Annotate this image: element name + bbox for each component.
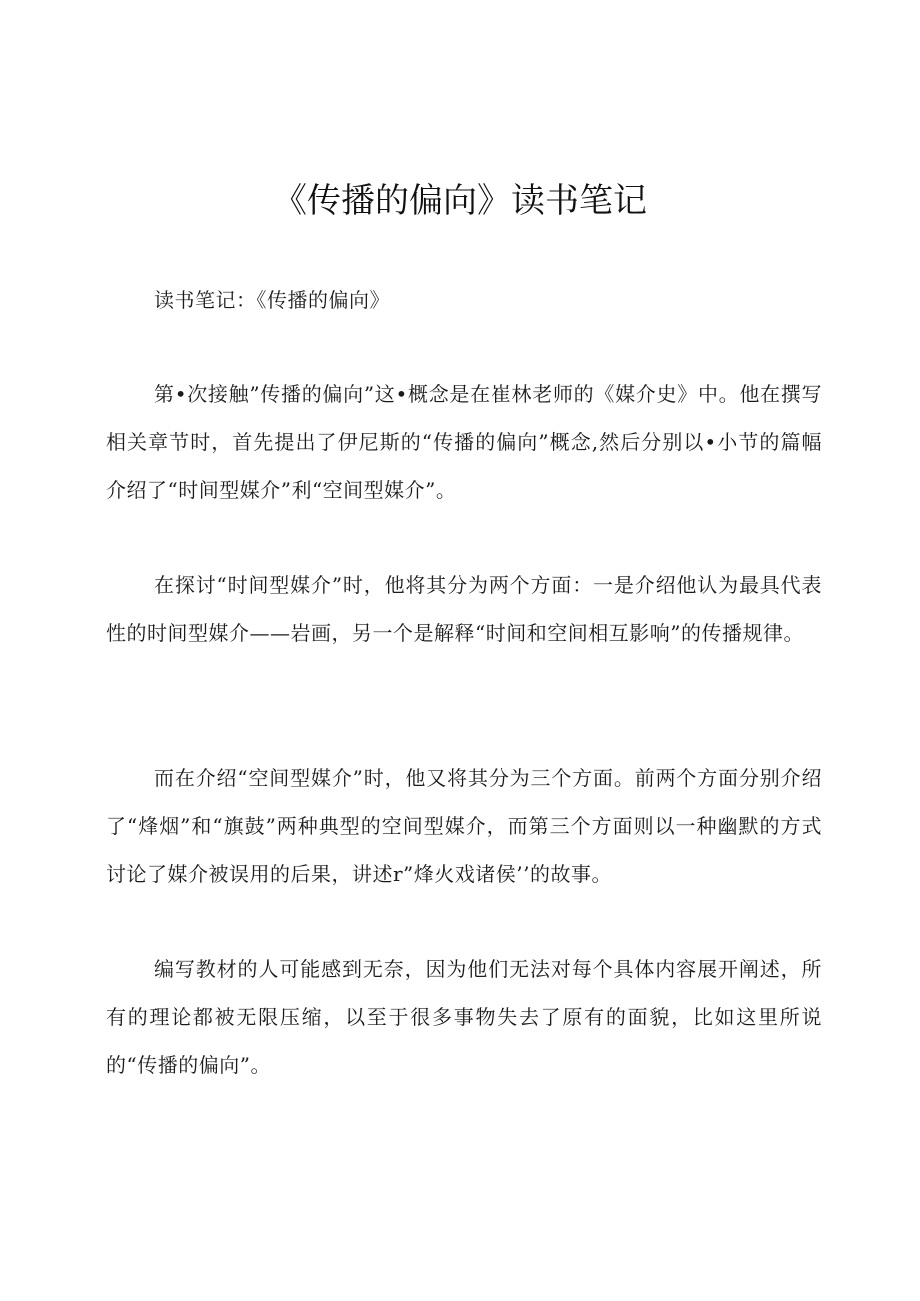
- paragraph-1: 第•次接触”传播的偏向”这•概念是在崔林老师的《媒介史》中。他在撰写相关章节时，首先提出了伊尼斯的“传播的偏向”概念,然后分别以•小节的篇幅介绍了“时间型媒介”利“空间型媒介”。: [106, 382, 822, 502]
- page-title: 《传播的偏向》读书笔记: [273, 181, 647, 221]
- subtitle-line: 读书笔记：《传播的偏向》: [154, 288, 390, 312]
- paragraph-2: 在探讨“时间型媒介”时，他将其分为两个方面：一是介绍他认为最具代表性的时间型媒介——岩画，另一个是解释“时间和空间相互影响”的传播规律。: [106, 573, 822, 645]
- paragraph-4: 编写教材的人可能感到无奈，因为他们无法对每个具体内容展开阐述，所有的理论都被无限压缩，以至于很多事物失去了原有的面貌，比如这里所说的“传播的偏向”。: [106, 957, 822, 1077]
- paragraph-3: 而在介绍“空间型媒介”时，他又将其分为三个方面。前两个方面分别介绍了“烽烟”和“旗鼓”两种典型的空间型媒介，而第三个方面则以一种幽默的方式讨论了媒介被误用的后果，讲述r”烽火戏诸侯’’的故事。: [106, 766, 822, 886]
